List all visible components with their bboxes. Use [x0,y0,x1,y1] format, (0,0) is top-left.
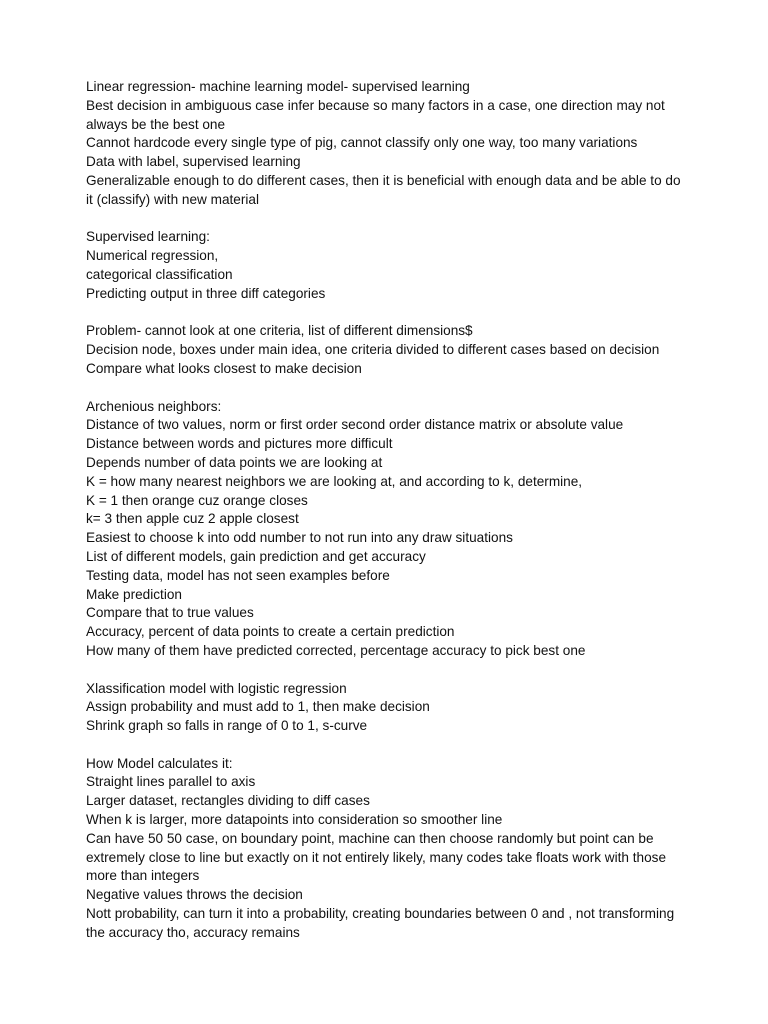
text-line: Depends number of data points we are looking at [86,454,383,470]
text-line: Archenious neighbors: [86,398,222,414]
text-line: Easiest to choose k into odd number to not run into any draw situations [86,530,513,546]
text-line: k= 3 then apple cuz 2 apple closest [86,511,299,527]
text-line: Distance between words and pictures more difficult [86,436,393,452]
text-line: Make prediction [86,586,182,602]
text-line: Problem- cannot look at one criteria, list of different dimensions$ [86,323,473,339]
paragraph-linear-regression [86,78,686,210]
text-line: Linear regression- machine learning model- supervised learning [86,79,470,94]
text-line: Assign probability and must add to 1, then make decision [86,699,430,715]
text-line: Cannot hardcode every single type of pig, cannot classify only one way, too many variations [86,135,638,151]
text-line: Xlassification model with logistic regression [86,680,347,696]
text-line: Larger dataset, rectangles dividing to diff cases [86,793,370,809]
text-line: Data with label, supervised learning [86,154,301,170]
paragraph-supervised-learning [86,228,686,303]
text-line: Can have 50 50 case, on boundary point, machine can then choose randomly but point can be extremely close to line but exactly on it not entirely likely, many codes take floats work with those more than integers [86,830,667,884]
document-page [86,78,686,943]
text-line: Best decision in ambiguous case infer because so many factors in a case, one direction may not always be the best one [86,97,665,132]
text-line: How Model calculates it: [86,755,233,771]
text-line: Testing data, model has not seen examples before [86,567,390,583]
text-line: Generalizable enough to do different cases, then it is beneficial with enough data and be able to do it (classify) with new material [86,172,681,207]
text-line: Compare that to true values [86,605,254,621]
text-line: Predicting output in three diff categories [86,285,326,301]
text-line: Supervised learning: [86,229,210,245]
text-line: Straight lines parallel to axis [86,774,256,790]
text-line: How many of them have predicted corrected, percentage accuracy to pick best one [86,642,586,658]
text-line: K = 1 then orange cuz orange closes [86,492,308,508]
paragraph-neighbors [86,398,686,661]
text-line: K = how many nearest neighbors we are looking at, and according to k, determine, [86,473,583,489]
paragraph-problem [86,322,686,378]
paragraph-logistic-regression [86,680,686,736]
text-line: List of different models, gain prediction and get accuracy [86,548,426,564]
paragraph-model-calculation [86,755,686,943]
text-line: Numerical regression, [86,248,219,264]
text-line: categorical classification [86,266,233,282]
text-line: Negative values throws the decision [86,887,303,903]
text-line: Nott probability, can turn it into a probability, creating boundaries between 0 and , not transforming the accuracy tho, accuracy remains [86,906,675,940]
text-line: Distance of two values, norm or first order second order distance matrix or absolute value [86,417,624,433]
text-line: Compare what looks closest to make decision [86,360,362,376]
text-line: Accuracy, percent of data points to create a certain prediction [86,624,455,640]
text-line: Shrink graph so falls in range of 0 to 1, s-curve [86,718,368,734]
text-line: Decision node, boxes under main idea, one criteria divided to different cases based on decision [86,342,660,358]
text-line: When k is larger, more datapoints into consideration so smoother line [86,812,503,828]
